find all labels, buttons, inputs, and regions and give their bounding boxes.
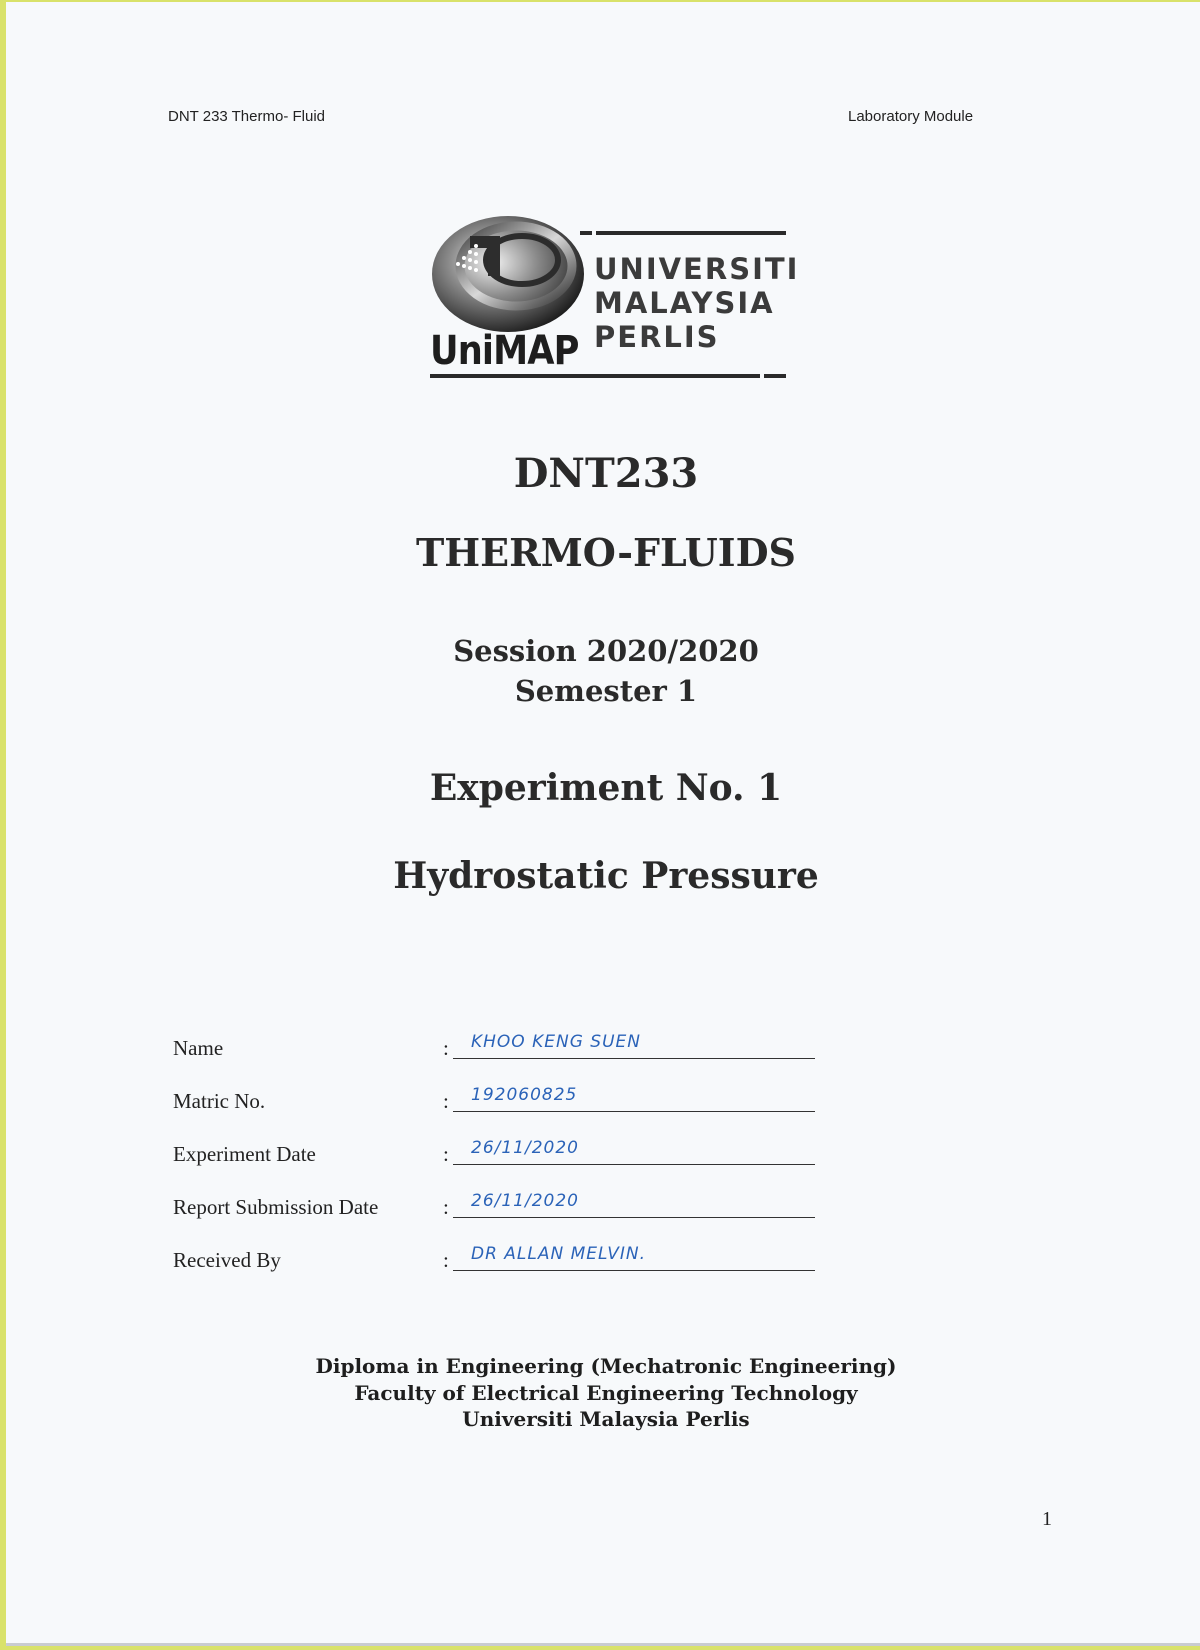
form-label: Experiment Date [173,1142,316,1166]
form-colon: : [443,1036,449,1060]
form-underline [453,1217,815,1218]
logo-brand: UniMAP [430,328,579,374]
form-value-handwritten: 192060825 [471,1085,578,1105]
form-row-experiment-date [173,1134,873,1187]
form-value-handwritten: 26/11/2020 [471,1138,579,1158]
form-label: Received By [173,1248,281,1272]
form-label: Name [173,1036,224,1060]
form-colon: : [443,1195,449,1219]
logo-university-name [594,252,799,354]
header-course: DNT 233 Thermo- Fluid [168,108,326,125]
document-page [6,2,1200,1646]
session: Session 2020/2020 [453,634,759,668]
logo-line-1: UNIVERSITI [594,252,800,286]
form-underline [453,1270,815,1271]
form-label: Report Submission Date [173,1195,379,1219]
logo-line-2: MALAYSIA [594,286,775,320]
experiment-title: Hydrostatic Pressure [393,855,819,897]
university-logo [430,206,800,386]
header-module: Laboratory Module [848,108,974,125]
course-name: THERMO-FLUIDS [416,530,796,575]
form-underline [453,1164,815,1165]
form-label: Matric No. [173,1089,266,1113]
experiment-number: Experiment No. 1 [429,767,783,809]
semester: Semester 1 [514,674,698,708]
form-row-received-by [173,1240,873,1293]
form-value-handwritten: KHOO KENG SUEN [471,1032,641,1052]
course-code: DNT233 [513,450,699,497]
footer-faculty: Faculty of Electrical Engineering Technology [354,1381,858,1405]
form-underline [453,1058,815,1059]
footer-university: Universiti Malaysia Perlis [462,1407,750,1431]
form-colon: : [443,1248,449,1272]
footer-program: Diploma in Engineering (Mechatronic Engineering) [315,1354,897,1378]
form-colon: : [443,1142,449,1166]
form-underline [453,1111,815,1112]
form-row-name [173,1028,873,1081]
form-row-matric [173,1081,873,1134]
form-row-submission-date [173,1187,873,1240]
logo-line-3: PERLIS [594,320,720,354]
cover-form [173,1028,873,1293]
form-colon: : [443,1089,449,1113]
form-value-handwritten: DR ALLAN MELVIN. [471,1244,647,1264]
page-number: 1 [1042,1508,1052,1530]
form-value-handwritten: 26/11/2020 [471,1191,579,1211]
